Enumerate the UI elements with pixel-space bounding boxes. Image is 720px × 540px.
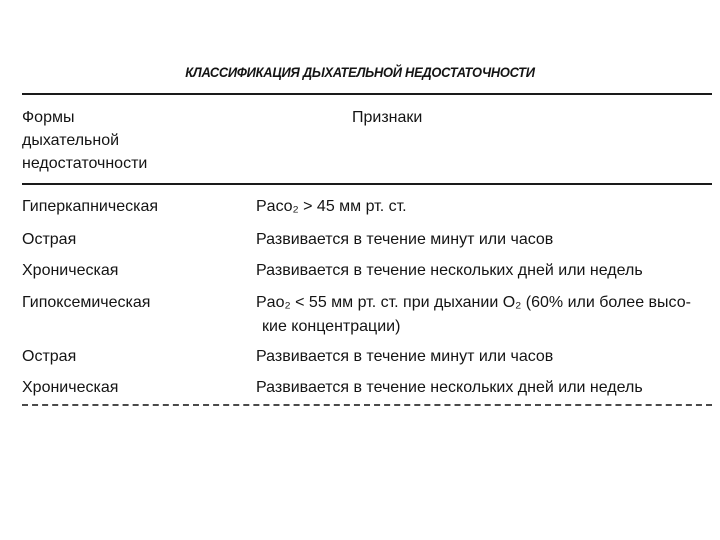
header-bottom-rule <box>22 183 712 185</box>
row-form: Гипоксемическая <box>22 294 151 311</box>
row-sign: Paco₂ > 45 мм рт. ст. <box>256 198 407 215</box>
row-form: Гиперкапническая <box>22 198 158 215</box>
row-form: Хроническая <box>22 262 119 279</box>
row-sign: Развивается в течение нескольких дней или недель <box>256 379 643 396</box>
header-forms: Формы дыхательной недостаточности <box>22 109 148 172</box>
table-bottom-rule <box>22 404 712 406</box>
row-sign: Развивается в течение минут или часов <box>256 231 554 248</box>
row-sign: Pao₂ < 55 мм рт. ст. при дыхании O₂ (60% или более высо- кие концентрации) <box>256 291 712 339</box>
table-title: КЛАССИФИКАЦИЯ ДЫХАТЕЛЬНОЙ НЕДОСТАТОЧНОСТИ <box>185 64 535 80</box>
table-top-rule <box>22 93 712 95</box>
row-form: Хроническая <box>22 379 119 396</box>
row-sign-continuation: кие концентрации) <box>262 318 401 335</box>
row-sign: Развивается в течение минут или часов <box>256 348 554 365</box>
row-form: Острая <box>22 348 77 365</box>
row-sign: Развивается в течение нескольких дней или недель <box>256 262 643 279</box>
row-form: Острая <box>22 231 77 248</box>
header-signs: Признаки <box>352 109 423 126</box>
